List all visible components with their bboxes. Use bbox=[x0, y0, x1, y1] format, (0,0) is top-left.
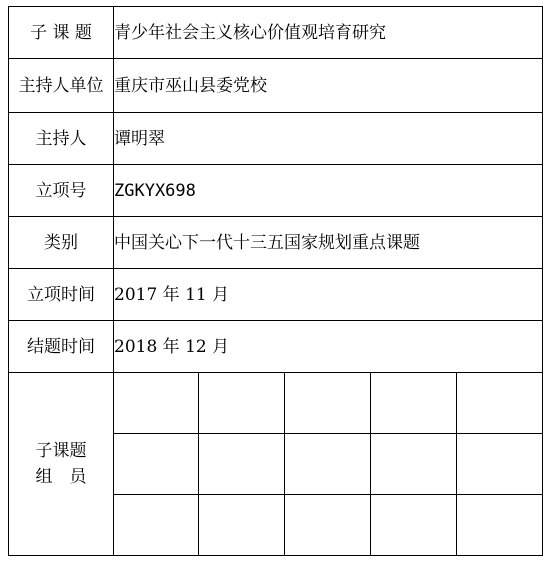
member-cell bbox=[371, 434, 457, 495]
subproject-value: 青少年社会主义核心价值观培育研究 bbox=[114, 7, 543, 59]
project-number-label: 立项号 bbox=[9, 165, 114, 217]
host-unit-label: 主持人单位 bbox=[9, 59, 114, 113]
row-subproject bbox=[9, 7, 543, 59]
member-cell bbox=[285, 434, 371, 495]
approval-date-value: 2017 年 11 月 bbox=[114, 269, 543, 321]
row-host-unit bbox=[9, 59, 543, 113]
host-label: 主持人 bbox=[9, 113, 114, 165]
row-approval-date bbox=[9, 269, 543, 321]
project-number-value: ZGKYX698 bbox=[114, 165, 543, 217]
member-cell bbox=[371, 373, 457, 434]
category-label: 类别 bbox=[9, 217, 114, 269]
project-info-table bbox=[8, 6, 543, 556]
completion-date-label: 结题时间 bbox=[9, 321, 114, 373]
member-cell bbox=[199, 434, 285, 495]
approval-date-label: 立项时间 bbox=[9, 269, 114, 321]
row-category bbox=[9, 217, 543, 269]
member-cell bbox=[285, 373, 371, 434]
member-cell bbox=[457, 434, 543, 495]
host-unit-value: 重庆市巫山县委党校 bbox=[114, 59, 543, 113]
member-cell bbox=[114, 495, 199, 556]
subproject-label: 子 课 题 bbox=[9, 7, 114, 59]
member-cell bbox=[199, 373, 285, 434]
member-cell bbox=[114, 373, 199, 434]
member-cell bbox=[457, 373, 543, 434]
member-cell bbox=[114, 434, 199, 495]
host-value: 谭明翠 bbox=[114, 113, 543, 165]
completion-date-value: 2018 年 12 月 bbox=[114, 321, 543, 373]
member-cell bbox=[285, 495, 371, 556]
members-label bbox=[9, 373, 114, 556]
members-label-line2: 组 员 bbox=[35, 467, 87, 487]
row-host bbox=[9, 113, 543, 165]
row-project-number bbox=[9, 165, 543, 217]
member-cell bbox=[371, 495, 457, 556]
member-cell bbox=[199, 495, 285, 556]
member-cell bbox=[457, 495, 543, 556]
members-label-line1: 子课题 bbox=[35, 441, 87, 461]
row-completion-date bbox=[9, 321, 543, 373]
members-row-1 bbox=[9, 373, 543, 434]
category-value: 中国关心下一代十三五国家规划重点课题 bbox=[114, 217, 543, 269]
